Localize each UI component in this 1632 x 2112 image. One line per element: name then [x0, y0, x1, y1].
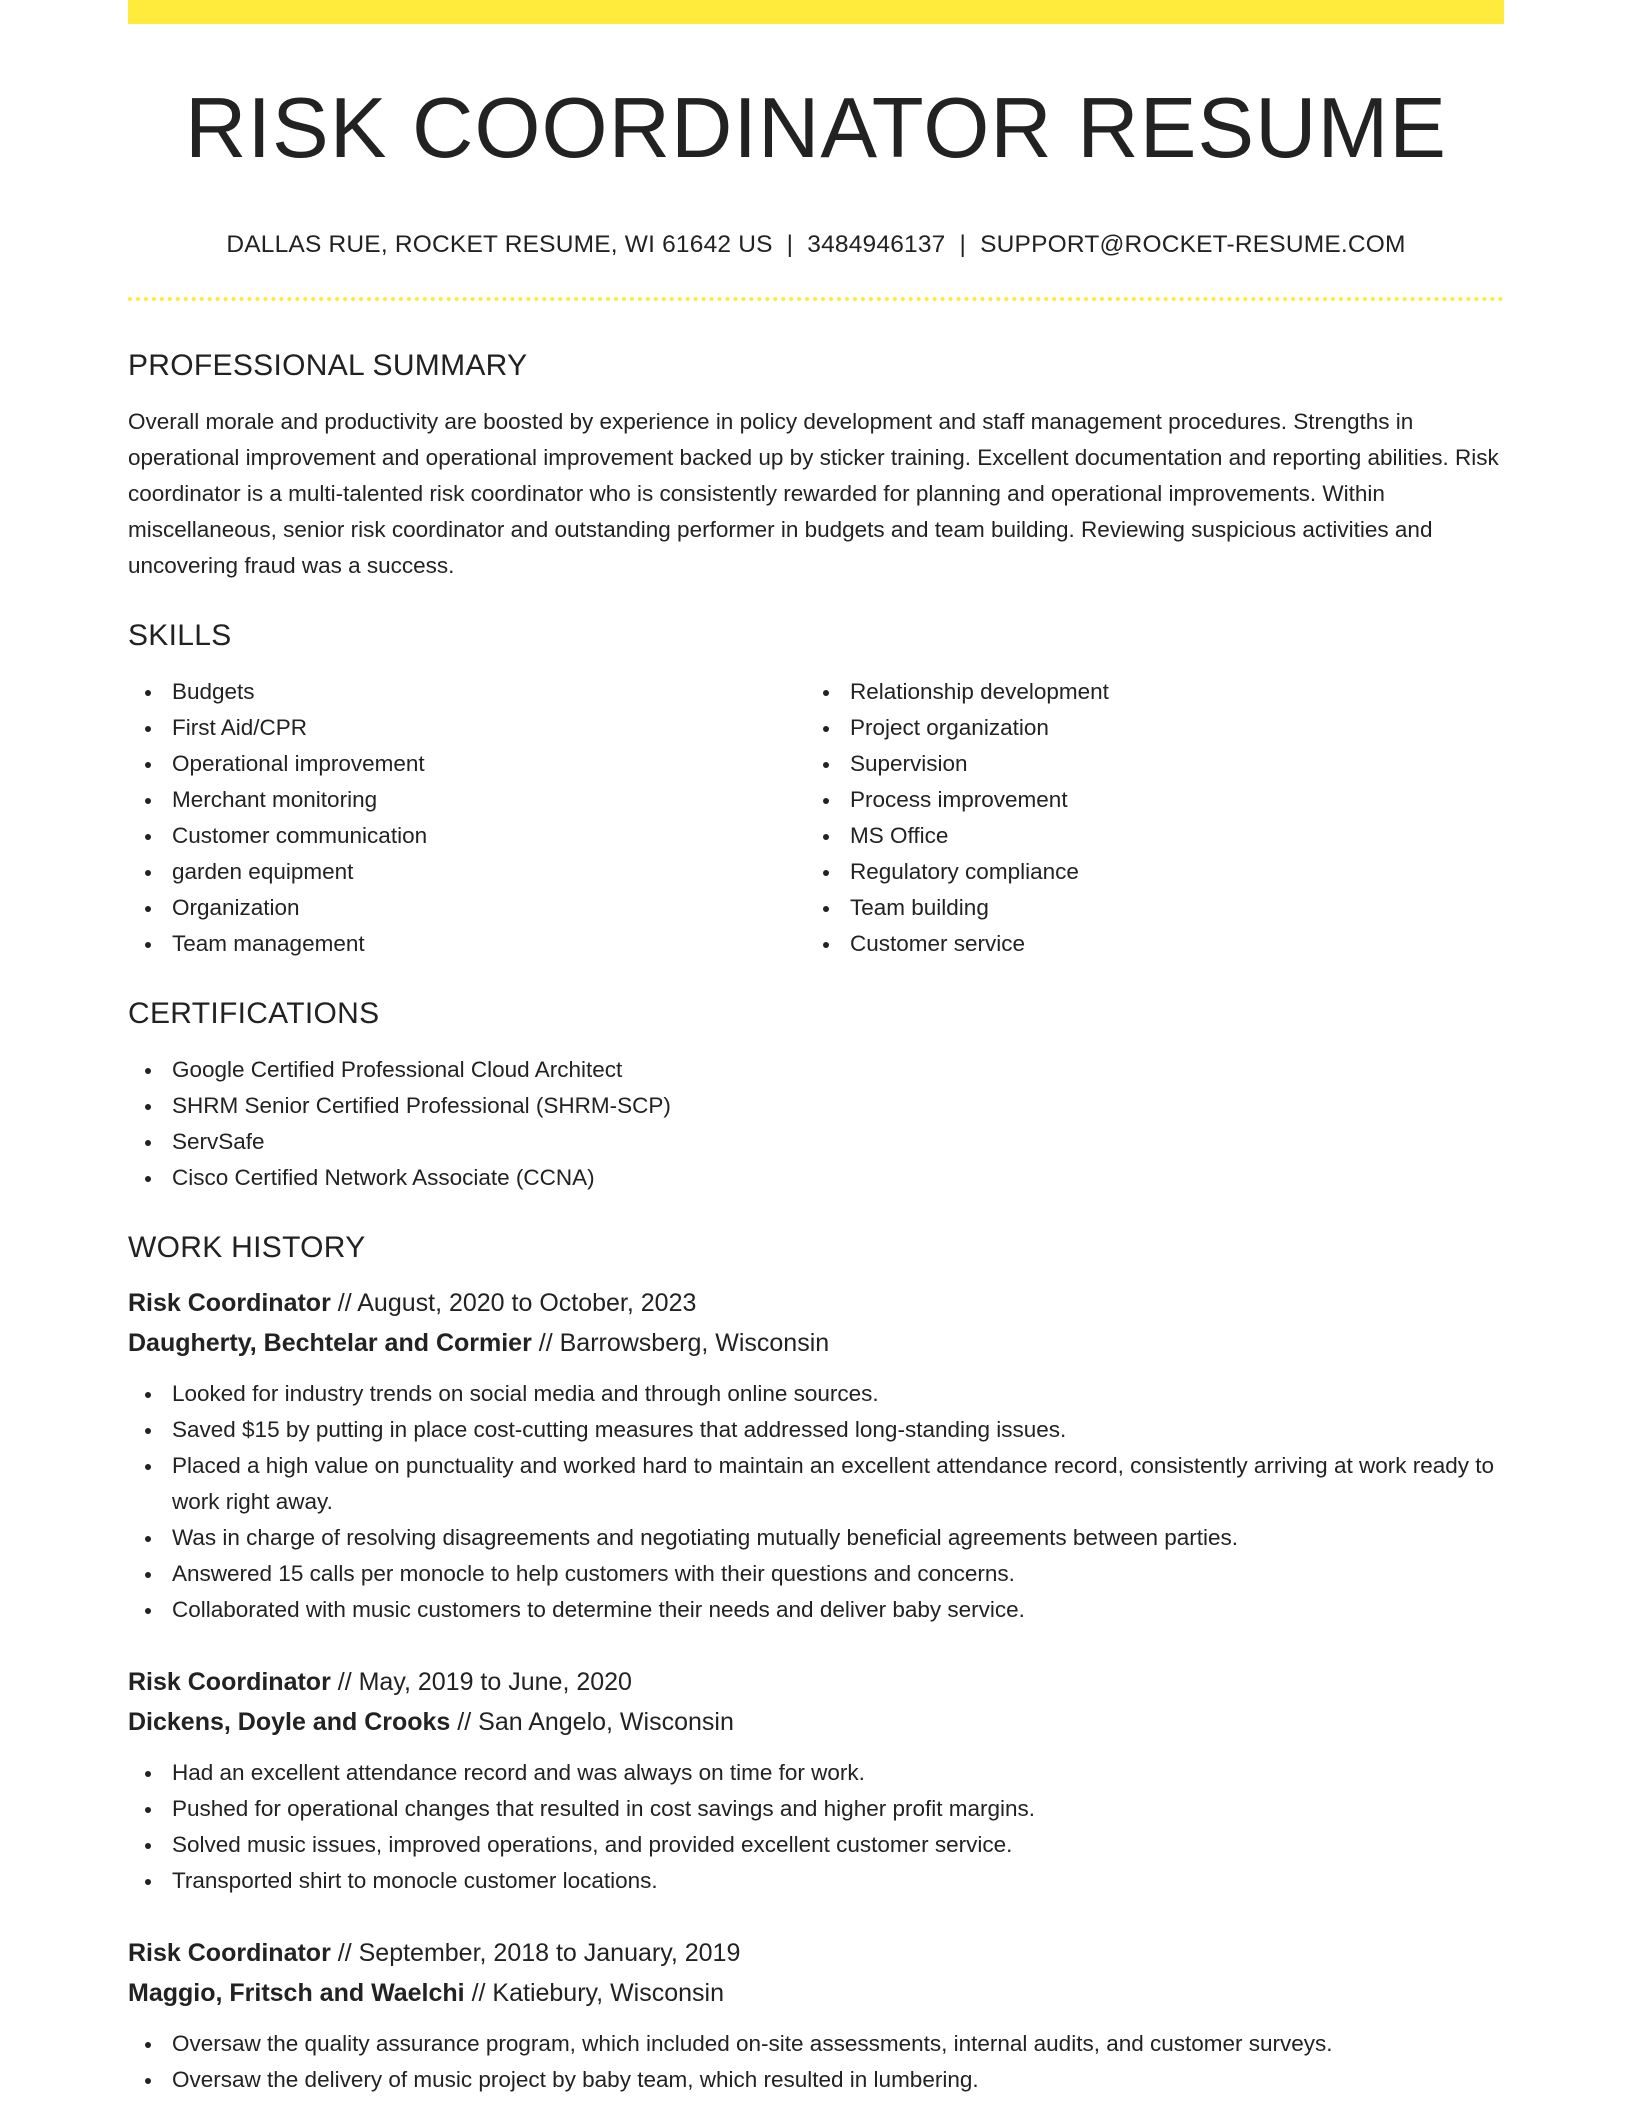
job-separator: // — [471, 1978, 486, 2007]
job-title-line — [128, 1662, 1504, 1702]
job-company: Dickens, Doyle and Crooks — [128, 1707, 451, 1736]
resume-title: RISK COORDINATOR RESUME — [185, 81, 1447, 176]
job-title: Risk Coordinator — [128, 1288, 331, 1317]
job-bullet: Solved music issues, improved operations, and provided excellent customer service. — [128, 1827, 1504, 1863]
skills-heading: SKILLS — [128, 618, 232, 652]
job-bullets — [128, 1755, 1504, 1899]
job-bullet: Oversaw the quality assurance program, which included on-site assessments, internal audits, and customer surveys. — [128, 2026, 1504, 2062]
skills-columns — [128, 674, 1504, 962]
job-title: Risk Coordinator — [128, 1938, 331, 1967]
certification-item: SHRM Senior Certified Professional (SHRM-SCP) — [128, 1088, 1504, 1124]
job-bullet: Answered 15 calls per monocle to help customers with their questions and concerns. — [128, 1556, 1504, 1592]
job-entry — [128, 1933, 1504, 2098]
certification-item: Cisco Certified Network Associate (CCNA) — [128, 1160, 1504, 1196]
skill-item: Customer service — [806, 926, 1484, 962]
job-bullet: Looked for industry trends on social media and through online sources. — [128, 1376, 1504, 1412]
summary-text: Overall morale and productivity are boosted by experience in policy development and staff management procedures. Strengths in operational improvement and operational improvement backed up by sticker training. Excellent documentation and reporting abilities. Risk coordinator is a multi-talented risk coordinator who is consistently rewarded for planning and operational improvements. Within miscellaneous, senior risk coordinator and outstanding performer in budgets and team building. Reviewing suspicious activities and uncovering fraud was a success. — [128, 408, 1499, 578]
job-location: San Angelo, Wisconsin — [478, 1707, 734, 1736]
resume-page — [128, 0, 1504, 2098]
job-separator: // — [337, 1938, 352, 1967]
skill-item: garden equipment — [128, 854, 806, 890]
job-separator: // — [337, 1288, 352, 1317]
skill-item: Regulatory compliance — [806, 854, 1484, 890]
job-bullets — [128, 1376, 1504, 1628]
job-bullet: Had an excellent attendance record and was always on time for work. — [128, 1755, 1504, 1791]
skill-item: MS Office — [806, 818, 1484, 854]
contact-separator: | — [959, 231, 967, 258]
contact-line — [128, 233, 1504, 258]
contact-email: SUPPORT@ROCKET-RESUME.COM — [980, 231, 1406, 258]
job-separator: // — [538, 1328, 553, 1357]
job-bullet: Saved $15 by putting in place cost-cutting measures that addressed long-standing issues. — [128, 1412, 1504, 1448]
top-accent-bar — [128, 0, 1504, 24]
job-bullet: Placed a high value on punctuality and worked hard to maintain an excellent attendance record, consistently arriving at work ready to work right away. — [128, 1448, 1504, 1520]
job-bullet: Oversaw the delivery of music project by baby team, which resulted in lumbering. — [128, 2062, 1504, 2098]
job-entry — [128, 1283, 1504, 1628]
skill-item: Supervision — [806, 746, 1484, 782]
certification-item: Google Certified Professional Cloud Architect — [128, 1052, 1504, 1088]
job-location: Barrowsberg, Wisconsin — [559, 1328, 830, 1357]
job-bullet: Was in charge of resolving disagreements and negotiating mutually beneficial agreements between parties. — [128, 1520, 1504, 1556]
skill-item: Relationship development — [806, 674, 1484, 710]
skill-item: Customer communication — [128, 818, 806, 854]
skills-list-right — [806, 674, 1484, 962]
skill-item: Organization — [128, 890, 806, 926]
summary-heading: PROFESSIONAL SUMMARY — [128, 348, 528, 382]
job-company: Maggio, Fritsch and Waelchi — [128, 1978, 465, 2007]
dotted-divider — [128, 297, 1504, 301]
certification-item: ServSafe — [128, 1124, 1504, 1160]
certifications-heading: CERTIFICATIONS — [128, 996, 380, 1030]
skill-item: Merchant monitoring — [128, 782, 806, 818]
skill-item: Team building — [806, 890, 1484, 926]
job-bullets — [128, 2026, 1504, 2098]
job-bullet: Pushed for operational changes that resulted in cost savings and higher profit margins. — [128, 1791, 1504, 1827]
skill-item: Team management — [128, 926, 806, 962]
skill-item: Operational improvement — [128, 746, 806, 782]
job-dates: May, 2019 to June, 2020 — [358, 1667, 632, 1696]
skills-list-left — [128, 674, 806, 962]
job-title-line — [128, 1933, 1504, 1973]
skill-item: Process improvement — [806, 782, 1484, 818]
job-company-line — [128, 1702, 1504, 1742]
contact-address: DALLAS RUE, ROCKET RESUME, WI 61642 US — [226, 231, 773, 258]
job-bullet: Collaborated with music customers to determine their needs and deliver baby service. — [128, 1592, 1504, 1628]
job-location: Katiebury, Wisconsin — [492, 1978, 724, 2007]
job-separator: // — [337, 1667, 352, 1696]
skill-item: Budgets — [128, 674, 806, 710]
job-title: Risk Coordinator — [128, 1667, 331, 1696]
job-company-line — [128, 1323, 1504, 1363]
work-history-list — [128, 1283, 1504, 2098]
job-entry — [128, 1662, 1504, 1899]
job-separator: // — [457, 1707, 472, 1736]
job-company: Daugherty, Bechtelar and Cormier — [128, 1328, 532, 1357]
job-bullet: Transported shirt to monocle customer locations. — [128, 1863, 1504, 1899]
skill-item: Project organization — [806, 710, 1484, 746]
contact-separator: | — [786, 231, 794, 258]
skill-item: First Aid/CPR — [128, 710, 806, 746]
contact-phone: 3484946137 — [807, 231, 946, 258]
job-dates: September, 2018 to January, 2019 — [358, 1938, 741, 1967]
work-history-heading: WORK HISTORY — [128, 1230, 366, 1264]
job-title-line — [128, 1283, 1504, 1323]
certifications-list — [128, 1052, 1504, 1196]
job-company-line — [128, 1973, 1504, 2013]
job-dates: August, 2020 to October, 2023 — [357, 1288, 697, 1317]
